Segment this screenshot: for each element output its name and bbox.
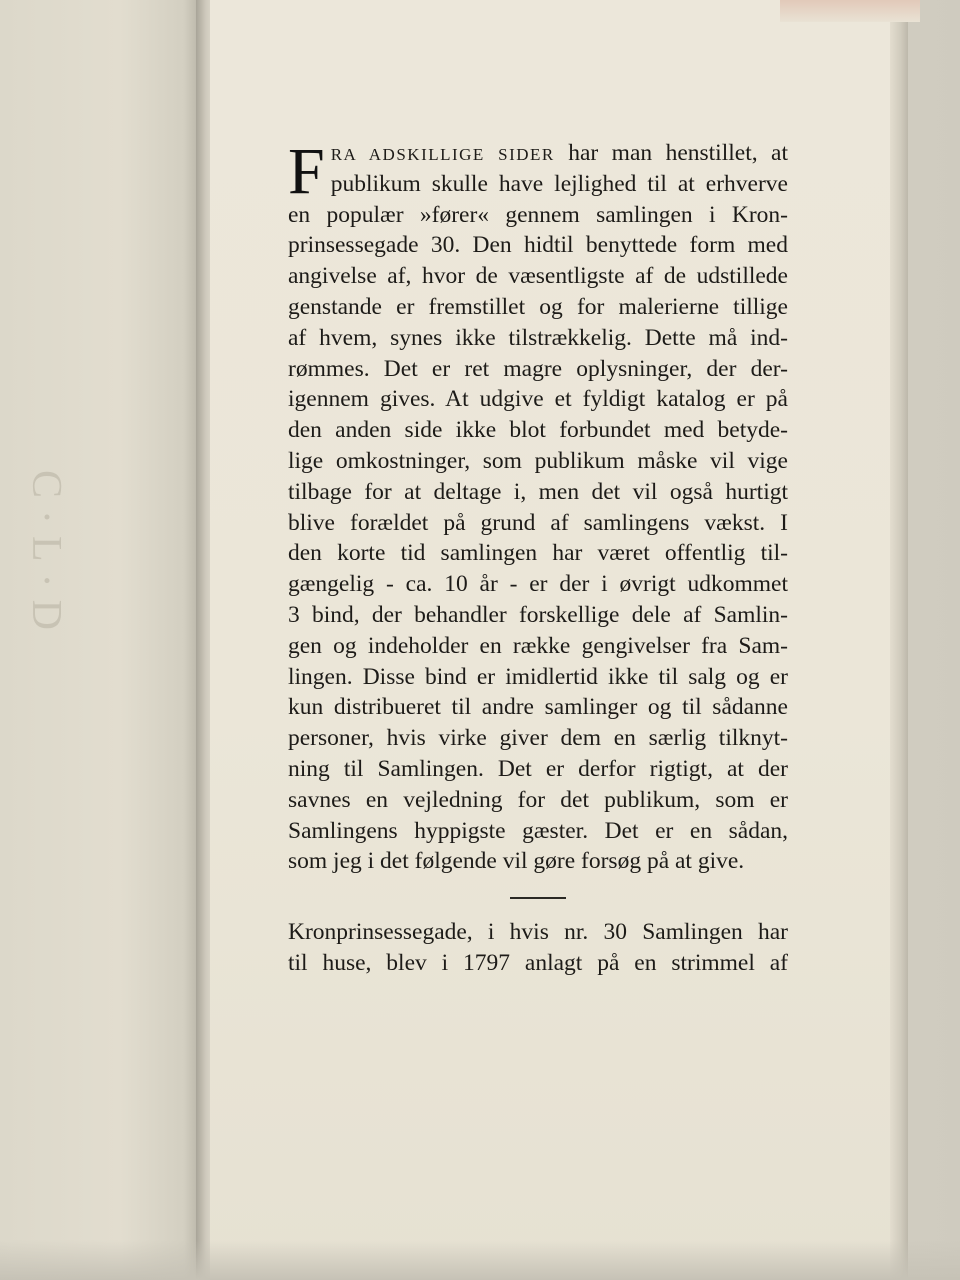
text-line <box>288 138 788 169</box>
text-line: som jeg i det følgende vil gøre forsøg på at give. <box>288 848 745 875</box>
text-line: lige omkostninger, som publikum måske vil vige <box>288 447 788 474</box>
text-line: Samlingens hyppigste gæster. Det er en sådan, <box>288 817 788 844</box>
text-line: Kronprinsessegade, i hvis nr. 30 Samlingen har <box>288 919 788 946</box>
text-line: gængelig - ca. 10 år - er der i øvrigt udkommet <box>288 571 788 598</box>
left-page <box>0 0 200 1280</box>
text-line: ning til Samlingen. Det er derfor rigtigt, at der <box>288 755 788 782</box>
second-paragraph <box>288 917 788 979</box>
text-line: til huse, blev i 1797 anlagt på en strimmel af <box>288 949 788 976</box>
bottom-shadow <box>0 1240 960 1280</box>
text-line: igennem gives. At udgive et fyldigt katalog er på <box>288 386 788 413</box>
line-rest: har man henstillet, at <box>554 140 788 166</box>
section-divider <box>510 897 566 899</box>
text-line: kun distribueret til andre samlinger og til sådanne <box>288 694 788 721</box>
text-line: tilbage for at deltage i, men det vil også hurtigt <box>288 478 788 505</box>
text-line: publikum skulle have lejlighed til at erhverve <box>330 170 788 197</box>
text-line: den korte tid samlingen har været offentlig til- <box>288 540 788 567</box>
text-line: rømmes. Det er ret magre oplysninger, der der- <box>288 355 788 382</box>
spine-title-text: C·L·D <box>23 470 69 642</box>
text-line: prinsessegade 30. Den hidtil benyttede form med <box>288 232 788 259</box>
body-text <box>288 135 788 979</box>
first-paragraph <box>288 135 788 877</box>
page-edge <box>890 0 908 1280</box>
text-line: lingen. Disse bind er imidlertid ikke til salg og er <box>288 663 788 690</box>
top-page-edge <box>780 0 920 22</box>
text-line: angivelse af, hvor de væsentligste af de udstillede <box>288 263 788 290</box>
small-caps-lead: RA ADSKILLIGE SIDER <box>330 145 555 164</box>
text-line: savnes en vejledning for det publikum, som er <box>288 786 788 813</box>
text-line: en populær »fører« gennem samlingen i Kron- <box>288 201 788 228</box>
drop-cap: F <box>288 135 325 208</box>
text-line: blive forældet på grund af samlingens vækst. I <box>288 509 788 536</box>
text-line: den anden side ikke blot forbundet med betyde- <box>288 417 788 444</box>
text-line: genstande er fremstillet og for malerierne tillige <box>288 293 788 320</box>
text-line: af hvem, synes ikke tilstrækkelig. Dette må ind- <box>288 324 788 351</box>
text-line: 3 bind, der behandler forskellige dele af Samlin- <box>288 601 788 628</box>
text-line: personer, hvis virke giver dem en særlig tilknyt- <box>288 725 788 752</box>
text-line: gen og indeholder en række gengivelser fra Sam- <box>288 632 788 659</box>
